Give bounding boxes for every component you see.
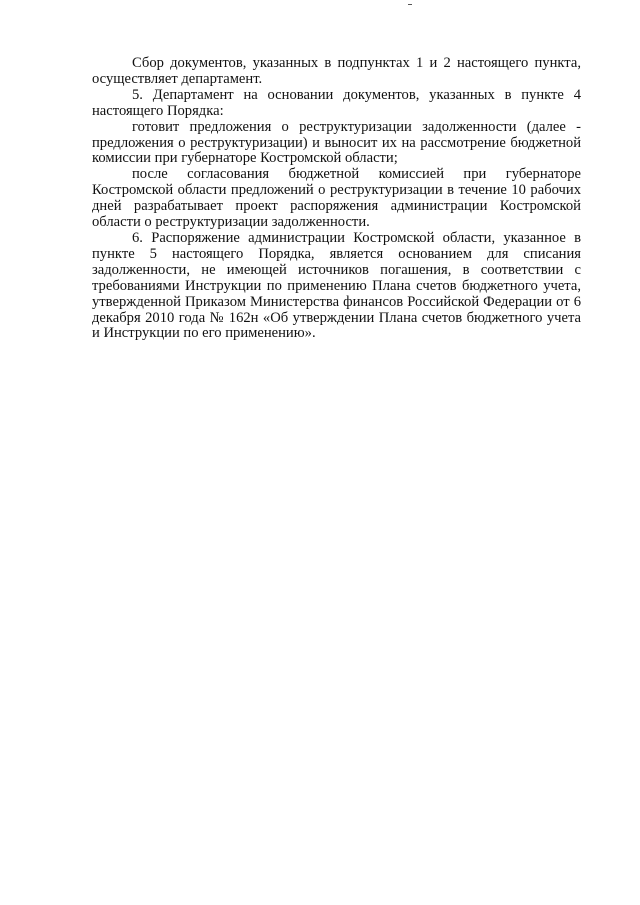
page-top-mark (408, 4, 412, 5)
paragraph-item-5: 5. Департамент на основании документов, указанных в пункте 4 настоящего Порядка: (92, 86, 581, 119)
paragraph-item-6: 6. Распоряжение администрации Костромской области, указанное в пункте 5 настоящего Порядка, является основанием для списания задолженности, не имеющей источников погашения, в соответствии с требованиями Инструкции по применению Плана счетов бюджетного учета, утвержденной Приказом Министерства финансов Российской Федерации от 6 декабря 2010 года № 162н «Об утверждении Плана счетов бюджетного учета и Инструкции по его применению». (92, 229, 581, 342)
paragraph-after-approval: после согласования бюджетной комиссией при губернаторе Костромской области предложений о реструктуризации в течение 10 рабочих дней разрабатывает проект распоряжения администрации Костромской области о реструктуризации задолженности. (92, 166, 581, 231)
paragraph-document-collection: Сбор документов, указанных в подпунктах 1 и 2 настоящего пункта, осуществляет департамент. (92, 55, 581, 87)
document-body (92, 56, 581, 342)
paragraph-prepares-proposals: готовит предложения о реструктуризации задолженности (далее - предложения о реструктуризации) и выносит их на рассмотрение бюджетной комиссии при губернаторе Костромской области; (92, 118, 581, 167)
